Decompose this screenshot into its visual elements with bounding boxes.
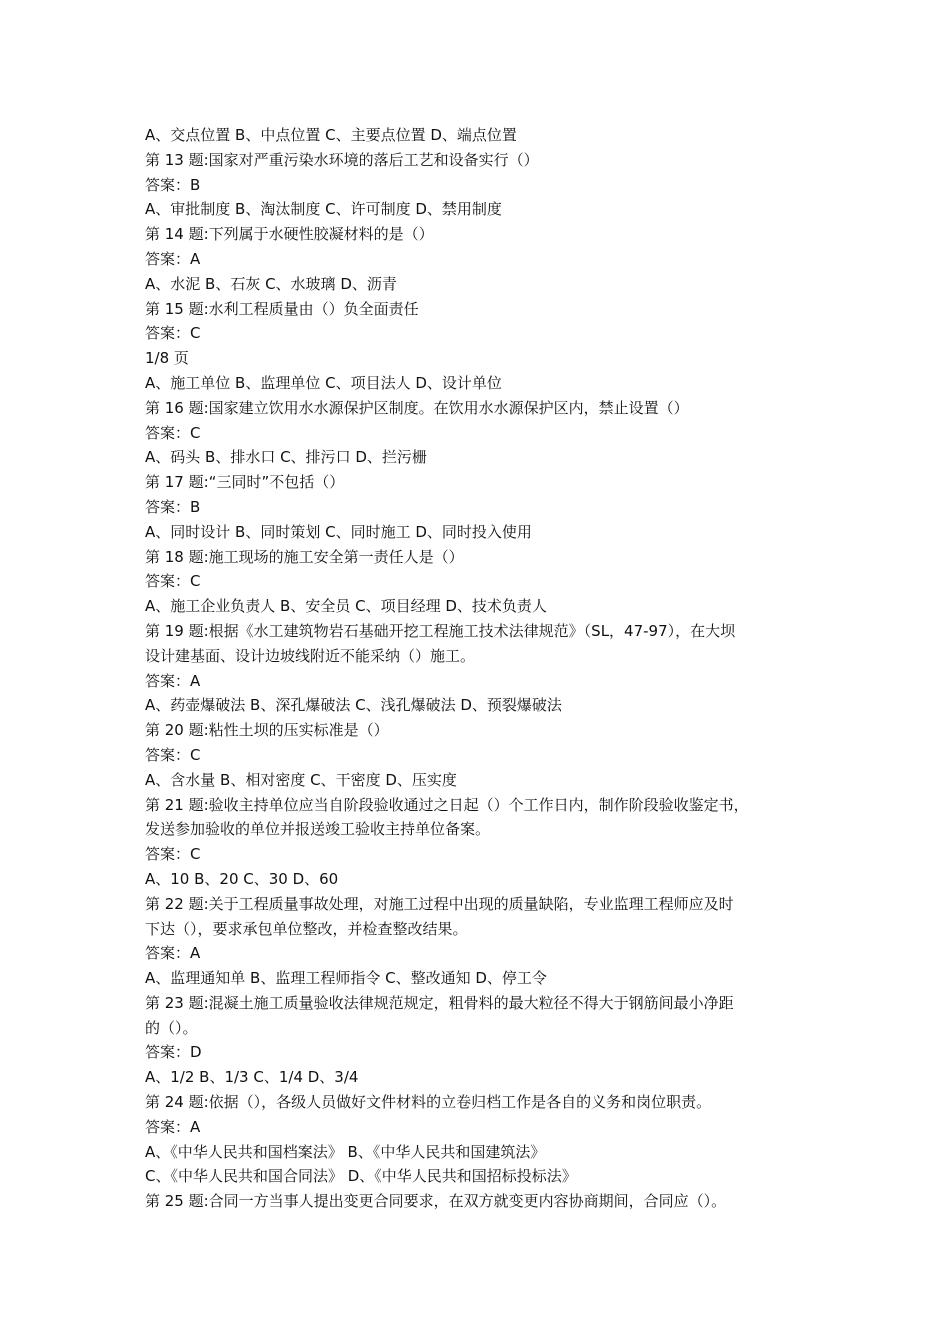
answer-line: 答案：D xyxy=(145,1043,202,1062)
question-line: 第 19 题:根据《水工建筑物岩石基础开挖工程施工技术法律规范》（SL，47-97），在大坝 xyxy=(145,621,736,640)
page-number: 1/8 页 xyxy=(145,349,189,368)
option-line: A、药壶爆破法 B、深孔爆破法 C、浅孔爆破法 D、预裂爆破法 xyxy=(145,696,562,715)
option-line: A、水泥 B、石灰 C、水玻璃 D、沥青 xyxy=(145,274,397,293)
question-line-continued: 的（）。 xyxy=(145,1018,198,1037)
option-line: A、码头 B、排水口 C、排污口 D、拦污栅 xyxy=(145,448,427,467)
question-line: 第 23 题:混凝土施工质量验收法律规范规定，粗骨料的最大粒径不得大于钢筋间最小净距 xyxy=(145,993,734,1012)
answer-line: 答案：B xyxy=(145,175,201,194)
answer-line: 答案：C xyxy=(145,845,201,864)
question-line: 第 13 题:国家对严重污染水环境的落后工艺和设备实行（） xyxy=(145,150,539,169)
answer-line: 答案：C xyxy=(145,423,201,442)
question-line-continued: 下达（），要求承包单位整改，并检查整改结果。 xyxy=(145,919,468,938)
answer-line: 答案：A xyxy=(145,1117,201,1136)
option-line: A、施工单位 B、监理单位 C、项目法人 D、设计单位 xyxy=(145,373,502,392)
option-line: A、同时设计 B、同时策划 C、同时施工 D、同时投入使用 xyxy=(145,522,532,541)
option-line: A、交点位置 B、中点位置 C、主要点位置 D、端点位置 xyxy=(145,126,517,144)
question-line: 第 18 题:施工现场的施工安全第一责任人是（） xyxy=(145,547,464,566)
option-line: A、10 B、20 C、30 D、60 xyxy=(145,869,339,888)
option-line: C、《中华人民共和国合同法》 D、《中华人民共和国招标投标法》 xyxy=(145,1167,577,1186)
option-line: A、审批制度 B、淘汰制度 C、许可制度 D、禁用制度 xyxy=(145,200,502,219)
option-line: A、《中华人民共和国档案法》 B、《中华人民共和国建筑法》 xyxy=(145,1142,546,1161)
option-line: A、施工企业负责人 B、安全员 C、项目经理 D、技术负责人 xyxy=(145,597,547,616)
question-line-continued: 发送参加验收的单位并报送竣工验收主持单位备案。 xyxy=(145,820,491,839)
question-line: 第 25 题:合同一方当事人提出变更合同要求，在双方就变更内容协商期间，合同应（）。 xyxy=(145,1192,727,1211)
question-line: 第 20 题:粘性土坝的压实标准是（） xyxy=(145,721,389,740)
question-line: 第 21 题:验收主持单位应当自阶段验收通过之日起（）个工作日内，制作阶段验收鉴定书， xyxy=(145,795,749,814)
option-line: A、含水量 B、相对密度 C、干密度 D、压实度 xyxy=(145,770,457,789)
question-line: 第 22 题:关于工程质量事故处理，对施工过程中出现的质量缺陷，专业监理工程师应及时 xyxy=(145,894,734,913)
question-line: 第 14 题:下列属于水硬性胶凝材料的是（） xyxy=(145,225,434,244)
answer-line: 答案：C xyxy=(145,745,201,764)
document-text xyxy=(145,123,820,1214)
question-line: 第 17 题:“三同时”不包括（） xyxy=(145,473,345,492)
option-line: A、1/2 B、1/3 C、1/4 D、3/4 xyxy=(145,1068,359,1087)
option-line: A、监理通知单 B、监理工程师指令 C、整改通知 D、停工令 xyxy=(145,969,547,988)
question-line: 第 16 题:国家建立饮用水水源保护区制度。在饮用水水源保护区内，禁止设置（） xyxy=(145,398,689,417)
question-line: 第 15 题:水利工程质量由（）负全面责任 xyxy=(145,299,419,318)
answer-line: 答案：A xyxy=(145,671,201,690)
question-line-continued: 设计建基面、设计边坡线附近不能采纳（）施工。 xyxy=(145,646,476,665)
answer-line: 答案：C xyxy=(145,324,201,343)
answer-line: 答案：C xyxy=(145,572,201,591)
question-line: 第 24 题:依据（），各级人员做好文件材料的立卷归档工作是各自的义务和岗位职责。 xyxy=(145,1093,712,1112)
answer-line: 答案：B xyxy=(145,497,201,516)
answer-line: 答案：A xyxy=(145,249,201,268)
answer-line: 答案：A xyxy=(145,944,201,963)
